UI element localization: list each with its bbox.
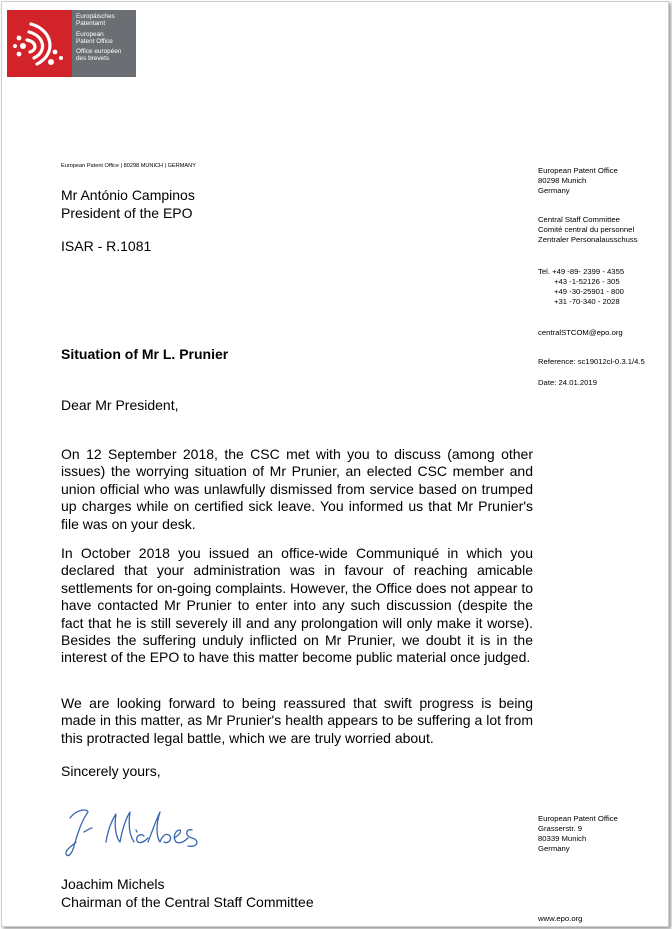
sidebar-footer-address (538, 814, 618, 854)
logo-fr-1: Office européen (76, 48, 122, 56)
signatory-block (61, 876, 314, 911)
committee-name-en: Central Staff Committee (538, 215, 620, 224)
sender-return-line: European Patent Office | 80298 MUNICH | GERMANY (61, 163, 196, 169)
sidebar-phones (538, 267, 624, 307)
footer-address-line: 80339 Munich (538, 833, 587, 843)
sidebar-committee (538, 215, 638, 245)
footer-address-line: Grasserstr. 9 (538, 823, 582, 833)
recipient-name: Mr António Campinos (61, 187, 195, 203)
phone-number: +31 -70-340 - 2028 (554, 296, 620, 306)
tel-label: Tel. (538, 267, 550, 276)
reference-code: ISAR - R.1081 (61, 238, 152, 254)
logo-fr-2: des brevets (76, 55, 110, 63)
letter-page (1, 1, 669, 927)
epo-logo (7, 10, 136, 77)
salutation: Dear Mr President, (61, 397, 179, 413)
footer-address-line: Germany (538, 843, 570, 853)
phone-number: +43 -1-52126 - 305 (554, 276, 620, 286)
recipient-title: President of the EPO (61, 205, 193, 221)
committee-name-fr: Comité central du personnel (538, 224, 635, 234)
website-link[interactable]: www.epo.org (538, 914, 583, 923)
signatory-title: Chairman of the Central Staff Committee (61, 893, 314, 910)
logo-de-1: Europäisches (76, 13, 115, 20)
sidebar-address-line: Germany (538, 185, 570, 195)
phone-number: +49 -30-25901 - 800 (554, 286, 624, 296)
paragraph-1: On 12 September 2018, the CSC met with you to discuss (among other issues) the worrying situation of Mr Prunier, an elected CSC member and union official who was unlawfully dismissed from service based on trumped up charges while on certified sick leave. You informed us that Mr Prunier's file was on your desk. (61, 446, 533, 532)
logo-en-2: Patent Office (76, 37, 113, 45)
footer-address-line: European Patent Office (538, 814, 618, 823)
epo-logo-text (72, 10, 136, 77)
sidebar-address-line: European Patent Office (538, 166, 618, 175)
sidebar-address-line: 80298 Munich (538, 175, 587, 185)
handwritten-signature (62, 802, 222, 860)
epo-emblem-icon (7, 10, 72, 77)
logo-en-1: European (76, 30, 104, 38)
sidebar-date: Date: 24.01.2019 (538, 378, 597, 387)
sidebar-reference: Reference: sc19012cl-0.3.1/4.5 (538, 357, 645, 366)
phone-number: +49 -89- 2399 - 4355 (552, 267, 625, 276)
logo-de-2: Patentamt (76, 20, 106, 28)
paragraph-3: We are looking forward to being reassured that swift progress is being made in this matter, as Mr Prunier's health appears to be suffering a lot from this protracted legal battle, which we are truly worried about. (61, 695, 533, 746)
closing: Sincerely yours, (61, 763, 161, 779)
recipient-block (61, 186, 195, 222)
paragraph-2: In October 2018 you issued an office-wide Communiqué in which you declared that your administration was in favour of reaching amicable settlements for on-going complaints. However, the Office does not appear to have contacted Mr Prunier to enter into any such discussion (despite the fact that he is still severely ill and any prolongation will only make it worse). Besides the suffering unduly inflicted on Mr Prunier, we doubt it is in the interest of the EPO to have this matter become public material once judged. (61, 545, 533, 666)
letter-subject: Situation of Mr L. Prunier (61, 346, 229, 362)
committee-name-de: Zentraler Personalausschuss (538, 234, 638, 244)
signatory-name: Joachim Michels (61, 876, 165, 892)
sidebar-email: centralSTCOM@epo.org (538, 328, 623, 337)
sidebar-office-address (538, 166, 618, 196)
